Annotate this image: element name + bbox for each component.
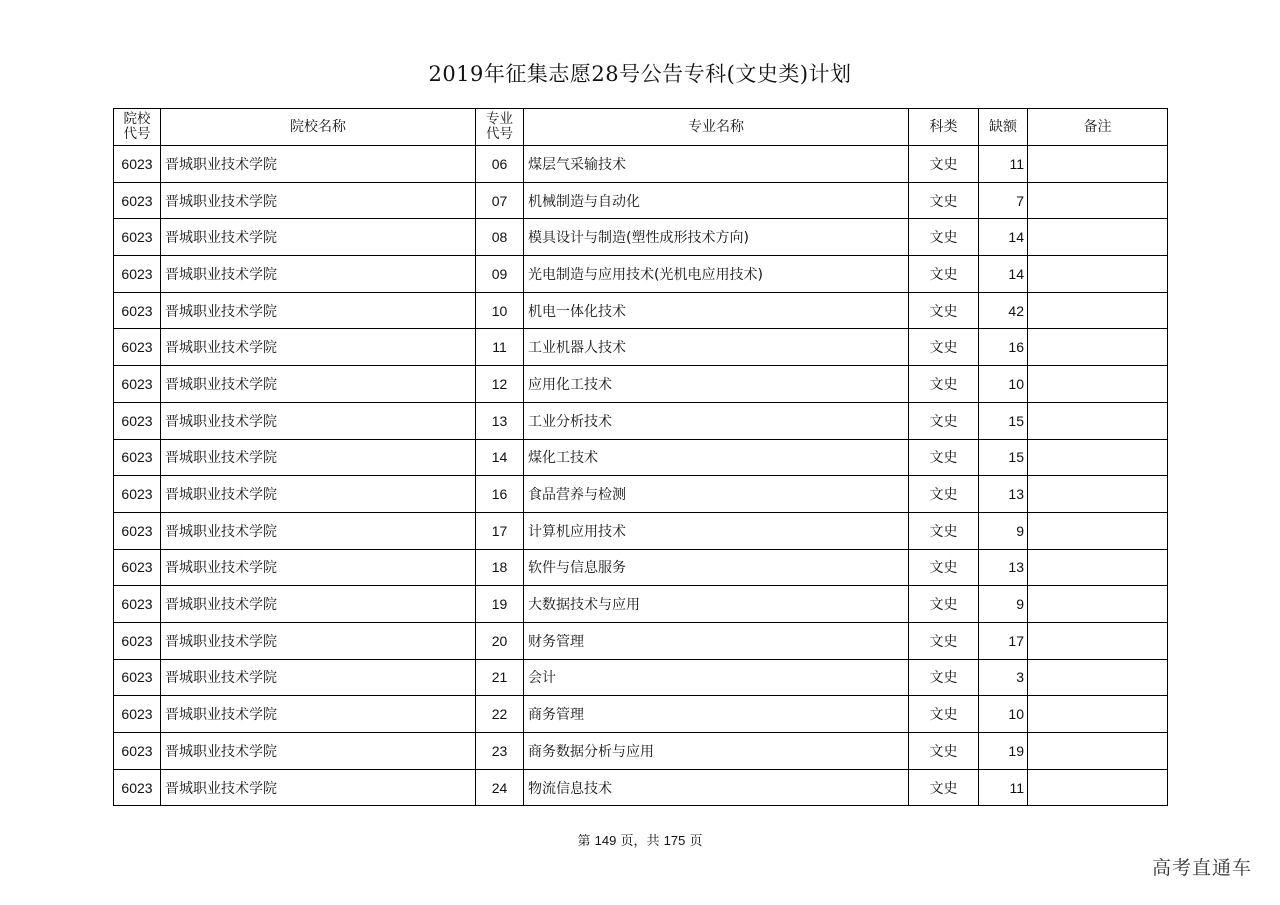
cell-school-code: 6023 xyxy=(114,146,161,183)
table-row xyxy=(114,733,1168,770)
cell-school-name: 晋城职业技术学院 xyxy=(161,512,476,549)
cell-school-name: 晋城职业技术学院 xyxy=(161,549,476,586)
cell-major-name: 软件与信息服务 xyxy=(524,549,909,586)
cell-major-name: 计算机应用技术 xyxy=(524,512,909,549)
cell-major-name: 会计 xyxy=(524,659,909,696)
table-row xyxy=(114,769,1168,806)
cell-major-code: 21 xyxy=(476,659,524,696)
footer-total-pages: 175 xyxy=(663,833,686,848)
cell-school-code: 6023 xyxy=(114,769,161,806)
table-row xyxy=(114,292,1168,329)
cell-vacancy: 19 xyxy=(979,733,1028,770)
cell-school-code: 6023 xyxy=(114,219,161,256)
cell-category: 文史 xyxy=(909,366,979,403)
cell-major-name: 商务管理 xyxy=(524,696,909,733)
cell-major-name: 机械制造与自动化 xyxy=(524,182,909,219)
cell-category: 文史 xyxy=(909,512,979,549)
cell-major-code: 13 xyxy=(476,402,524,439)
cell-major-code: 17 xyxy=(476,512,524,549)
cell-major-name: 财务管理 xyxy=(524,622,909,659)
header-vacancy: 缺额 xyxy=(979,109,1028,146)
cell-school-name: 晋城职业技术学院 xyxy=(161,329,476,366)
cell-major-code: 07 xyxy=(476,182,524,219)
cell-major-code: 06 xyxy=(476,146,524,183)
cell-vacancy: 10 xyxy=(979,696,1028,733)
cell-school-name: 晋城职业技术学院 xyxy=(161,292,476,329)
cell-major-name: 工业机器人技术 xyxy=(524,329,909,366)
cell-category: 文史 xyxy=(909,769,979,806)
cell-major-name: 煤层气采输技术 xyxy=(524,146,909,183)
cell-note xyxy=(1028,219,1168,256)
table-row xyxy=(114,146,1168,183)
cell-note xyxy=(1028,439,1168,476)
cell-school-code: 6023 xyxy=(114,476,161,513)
cell-school-name: 晋城职业技术学院 xyxy=(161,402,476,439)
watermark: 高考直通车 xyxy=(1151,857,1252,879)
table-row xyxy=(114,476,1168,513)
table-row xyxy=(114,659,1168,696)
cell-category: 文史 xyxy=(909,696,979,733)
cell-school-code: 6023 xyxy=(114,292,161,329)
cell-major-name: 食品营养与检测 xyxy=(524,476,909,513)
cell-vacancy: 9 xyxy=(979,586,1028,623)
cell-note xyxy=(1028,292,1168,329)
cell-category: 文史 xyxy=(909,256,979,293)
table-row xyxy=(114,402,1168,439)
page-title: 2019年征集志愿28号公告专科(文史类)计划 xyxy=(428,62,852,86)
header-major-code: 专业 代号 xyxy=(476,109,524,146)
cell-school-code: 6023 xyxy=(114,366,161,403)
cell-major-code: 20 xyxy=(476,622,524,659)
cell-category: 文史 xyxy=(909,182,979,219)
cell-major-name: 光电制造与应用技术(光机电应用技术) xyxy=(524,256,909,293)
cell-category: 文史 xyxy=(909,292,979,329)
cell-school-code: 6023 xyxy=(114,659,161,696)
cell-category: 文史 xyxy=(909,402,979,439)
footer-suffix: 页 xyxy=(689,834,703,849)
cell-school-name: 晋城职业技术学院 xyxy=(161,182,476,219)
cell-vacancy: 11 xyxy=(979,146,1028,183)
cell-note xyxy=(1028,476,1168,513)
cell-major-name: 模具设计与制造(塑性成形技术方向) xyxy=(524,219,909,256)
cell-major-code: 08 xyxy=(476,219,524,256)
cell-major-code: 22 xyxy=(476,696,524,733)
cell-note xyxy=(1028,146,1168,183)
cell-major-code: 16 xyxy=(476,476,524,513)
cell-vacancy: 42 xyxy=(979,292,1028,329)
cell-vacancy: 17 xyxy=(979,622,1028,659)
table-row xyxy=(114,329,1168,366)
cell-major-code: 24 xyxy=(476,769,524,806)
cell-vacancy: 13 xyxy=(979,476,1028,513)
cell-major-code: 14 xyxy=(476,439,524,476)
cell-category: 文史 xyxy=(909,622,979,659)
cell-school-code: 6023 xyxy=(114,439,161,476)
cell-note xyxy=(1028,622,1168,659)
table-row xyxy=(114,182,1168,219)
cell-vacancy: 3 xyxy=(979,659,1028,696)
cell-school-code: 6023 xyxy=(114,696,161,733)
cell-note xyxy=(1028,182,1168,219)
table-body xyxy=(114,146,1168,806)
table-row xyxy=(114,512,1168,549)
cell-school-code: 6023 xyxy=(114,622,161,659)
cell-category: 文史 xyxy=(909,146,979,183)
cell-major-code: 09 xyxy=(476,256,524,293)
cell-school-name: 晋城职业技术学院 xyxy=(161,696,476,733)
cell-school-name: 晋城职业技术学院 xyxy=(161,733,476,770)
cell-major-code: 23 xyxy=(476,733,524,770)
cell-major-name: 大数据技术与应用 xyxy=(524,586,909,623)
table-header-row xyxy=(114,109,1168,146)
header-category: 科类 xyxy=(909,109,979,146)
cell-major-code: 19 xyxy=(476,586,524,623)
table-row xyxy=(114,256,1168,293)
cell-major-name: 煤化工技术 xyxy=(524,439,909,476)
cell-school-name: 晋城职业技术学院 xyxy=(161,439,476,476)
table-row xyxy=(114,366,1168,403)
table-row xyxy=(114,439,1168,476)
cell-category: 文史 xyxy=(909,329,979,366)
cell-note xyxy=(1028,256,1168,293)
cell-vacancy: 13 xyxy=(979,549,1028,586)
cell-major-name: 机电一体化技术 xyxy=(524,292,909,329)
cell-school-name: 晋城职业技术学院 xyxy=(161,146,476,183)
cell-major-name: 物流信息技术 xyxy=(524,769,909,806)
cell-school-code: 6023 xyxy=(114,329,161,366)
cell-school-code: 6023 xyxy=(114,402,161,439)
cell-note xyxy=(1028,402,1168,439)
cell-vacancy: 7 xyxy=(979,182,1028,219)
cell-vacancy: 16 xyxy=(979,329,1028,366)
cell-vacancy: 10 xyxy=(979,366,1028,403)
cell-school-code: 6023 xyxy=(114,182,161,219)
header-school-code: 院校 代号 xyxy=(114,109,161,146)
table-row xyxy=(114,586,1168,623)
cell-note xyxy=(1028,586,1168,623)
cell-category: 文史 xyxy=(909,219,979,256)
cell-school-code: 6023 xyxy=(114,256,161,293)
footer-page-number: 149 xyxy=(594,833,617,848)
cell-note xyxy=(1028,769,1168,806)
cell-category: 文史 xyxy=(909,659,979,696)
cell-category: 文史 xyxy=(909,733,979,770)
cell-school-code: 6023 xyxy=(114,512,161,549)
table-row xyxy=(114,622,1168,659)
header-major-name: 专业名称 xyxy=(524,109,909,146)
cell-vacancy: 14 xyxy=(979,256,1028,293)
cell-note xyxy=(1028,733,1168,770)
cell-vacancy: 11 xyxy=(979,769,1028,806)
cell-school-name: 晋城职业技术学院 xyxy=(161,366,476,403)
cell-note xyxy=(1028,512,1168,549)
cell-note xyxy=(1028,329,1168,366)
header-school-name: 院校名称 xyxy=(161,109,476,146)
cell-major-name: 工业分析技术 xyxy=(524,402,909,439)
table-row xyxy=(114,549,1168,586)
cell-major-name: 商务数据分析与应用 xyxy=(524,733,909,770)
cell-major-name: 应用化工技术 xyxy=(524,366,909,403)
plan-table xyxy=(113,108,1168,806)
footer-prefix: 第 xyxy=(577,834,591,849)
cell-school-code: 6023 xyxy=(114,586,161,623)
cell-school-code: 6023 xyxy=(114,549,161,586)
cell-note xyxy=(1028,659,1168,696)
table-row xyxy=(114,219,1168,256)
footer-middle: 页，共 xyxy=(620,834,660,849)
cell-category: 文史 xyxy=(909,476,979,513)
page-footer xyxy=(0,830,1280,849)
cell-vacancy: 9 xyxy=(979,512,1028,549)
cell-category: 文史 xyxy=(909,439,979,476)
cell-major-code: 12 xyxy=(476,366,524,403)
cell-vacancy: 15 xyxy=(979,402,1028,439)
cell-school-name: 晋城职业技术学院 xyxy=(161,659,476,696)
cell-major-code: 18 xyxy=(476,549,524,586)
cell-note xyxy=(1028,549,1168,586)
cell-major-code: 11 xyxy=(476,329,524,366)
cell-school-name: 晋城职业技术学院 xyxy=(161,586,476,623)
cell-category: 文史 xyxy=(909,549,979,586)
header-note: 备注 xyxy=(1028,109,1168,146)
cell-note xyxy=(1028,696,1168,733)
cell-school-code: 6023 xyxy=(114,733,161,770)
cell-category: 文史 xyxy=(909,586,979,623)
cell-school-name: 晋城职业技术学院 xyxy=(161,476,476,513)
cell-school-name: 晋城职业技术学院 xyxy=(161,769,476,806)
cell-major-code: 10 xyxy=(476,292,524,329)
cell-school-name: 晋城职业技术学院 xyxy=(161,219,476,256)
cell-vacancy: 14 xyxy=(979,219,1028,256)
cell-vacancy: 15 xyxy=(979,439,1028,476)
cell-note xyxy=(1028,366,1168,403)
cell-school-name: 晋城职业技术学院 xyxy=(161,622,476,659)
table-row xyxy=(114,696,1168,733)
cell-school-name: 晋城职业技术学院 xyxy=(161,256,476,293)
